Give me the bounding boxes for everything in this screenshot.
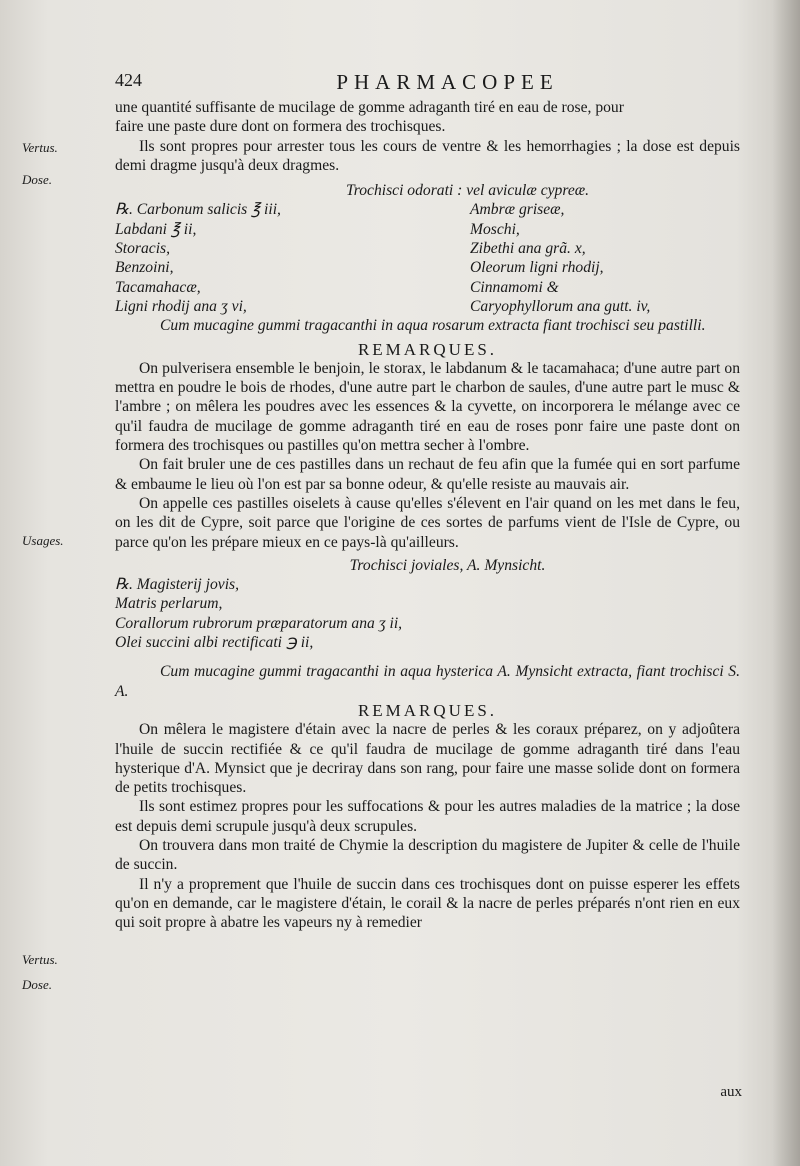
paragraph: On mêlera le magistere d'étain avec la nacre de perles & les coraux préparez, on y adjoûtera l'huile de succin rectifiée & ce qu'il faudra de mucilage de gomme adraganth tiré dans l'eau hysterique d'A. Mynsict que je decriray dans son rang, pour faire une masse solide dont on formera de petits trochisques. — [115, 721, 740, 797]
ingredient: Ligni rhodij ana ʒ vi, — [115, 297, 247, 315]
ingredient: Ambræ griseæ, — [470, 201, 565, 219]
ingredient: Storacis, — [115, 240, 171, 258]
section-heading: REMARQUES. — [357, 339, 498, 359]
ingredient: Olei succini albi rectificati ℈ ii, — [115, 634, 314, 652]
ingredient: Cinnamomi & — [470, 278, 559, 296]
running-head: PHARMACOPEE — [336, 70, 559, 94]
ingredient: Tacamahacæ, — [115, 278, 201, 296]
page-fold-shadow — [772, 0, 800, 1166]
formula-ingredients — [115, 575, 740, 652]
ingredient: Corallorum rubrorum præparatorum ana ʒ ii, — [115, 614, 403, 632]
ingredient: Moschi, — [470, 220, 520, 238]
section-heading: REMARQUES. — [357, 700, 498, 720]
text-line: faire une paste dure dont on formera des trochisques. — [115, 118, 446, 136]
ingredient: ℞. Magisterij jovis, — [115, 576, 239, 594]
ingredient: Matris perlarum, — [115, 595, 223, 613]
paragraph: On trouvera dans mon traité de Chymie la description du magistere de Jupiter & celle de l'huile de succin. — [115, 836, 740, 874]
margin-note-dose: Dose. — [22, 977, 52, 992]
text-line: une quantité suffisante de mucilage de gomme adraganth tiré en eau de rose, pour — [115, 99, 624, 116]
paragraph: On appelle ces pastilles oiselets à cause qu'elles s'élevent en l'air quand on les met dans le feu, on les dit de Cypre, soit parce que l'origine de ces sortes de parfums vient de l'Isle de Cypre, ou parce qu'on les prépare mieux en ce pays-là qu'ailleurs. — [115, 494, 740, 551]
paragraph: Ils sont estimez propres pour les suffocations & pour les autres maladies de la matrice ; la dose est depuis demi scrupule jusqu'à deux scrupules. — [115, 798, 740, 835]
margin-note-dose: Dose. — [22, 172, 52, 187]
ingredient: Labdani ℥ ii, — [115, 220, 197, 238]
formula-title: Trochisci odorati : vel aviculæ cypreæ. — [345, 182, 590, 200]
paragraph: Il n'y a proprement que l'huile de succin dans ces trochisques dont on puisse esperer les effets qu'on en demande, car le magistere d'étain, le corail & la nacre de perles préparés n'ont rien en eux qui soit propre à abatre les vapeurs ny à remedier — [115, 875, 740, 932]
paragraph: Ils sont propres pour arrester tous les cours de ventre & les hemorrhagies ; la dose est depuis demi dragme jusqu'à deux dragmes. — [115, 137, 740, 174]
ingredient: Benzoini, — [115, 259, 174, 277]
page-header — [115, 70, 740, 96]
page-number: 424 — [115, 70, 142, 90]
ingredient: Oleorum ligni rhodij, — [470, 259, 604, 277]
paragraph: On pulverisera ensemble le benjoin, le storax, le labdanum & le tacamahaca; d'une autre part on mettra en poudre le bois de rhodes, d'une autre part le charbon de saules, d'une autre part le musc & l'ambre ; on mêlera les poudres avec les essences & la cyvette, on incorporera le mélange avec ce qu'il faudra de mucilage de gomme adraganth tiré en eau de roses ponr faire une paste dont on formera des trochisques ou pastilles qu'on mettra secher à l'ombre. — [115, 359, 740, 455]
formula-ingredients — [115, 200, 740, 316]
ingredient: Zibethi ana grã. x, — [470, 240, 586, 258]
ingredient: Caryophyllorum ana gutt. iv, — [470, 297, 651, 315]
formula-title: Trochisci joviales, A. Mynsicht. — [349, 556, 546, 574]
margin-note-vertus: Vertus. — [22, 140, 58, 155]
body-text — [115, 98, 740, 932]
paragraph: On fait bruler une de ces pastilles dans un rechaut de feu afin que la fumée qui en sort parfume & embaume le lieu où l'on est par sa bonne odeur, & qu'elle resiste au mauvais air. — [115, 456, 740, 493]
formula-closing: Cum mucagine gummi tragacanthi in aqua hysterica A. Mynsicht extracta, fiant trochisci S. A. — [115, 663, 740, 700]
margin-note-usages: Usages. — [22, 533, 64, 548]
margin-note-vertus: Vertus. — [22, 952, 58, 967]
formula-closing: Cum mucagine gummi tragacanthi in aqua rosarum extracta fiant trochisci seu pastilli. — [160, 317, 706, 335]
ingredient: ℞. Carbonum salicis ℥ iii, — [115, 201, 281, 219]
catchword: aux — [720, 1084, 742, 1100]
